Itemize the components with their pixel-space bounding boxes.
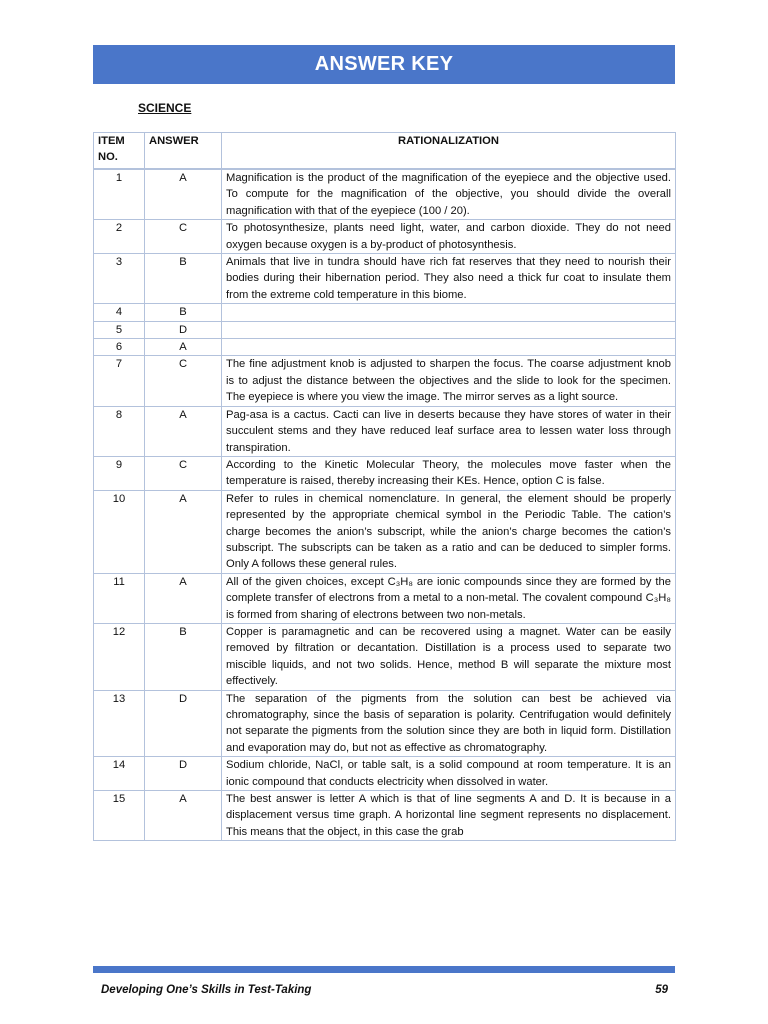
answer-letter: D (145, 690, 222, 757)
rationalization-text: All of the given choices, except C₃H₈ are ionic compounds since they are formed by the complete transfer of electrons from a metal to a non-metal. The covalent compound C₃H₈ is formed from sharing of electrons between two non-metals. (222, 573, 676, 623)
table-row (94, 690, 676, 757)
rationalization-text: Sodium chloride, NaCl, or table salt, is a solid compound at room temperature. It is an ionic compound that conducts electricity when dissolved in water. (222, 757, 676, 791)
item-number: 5 (94, 321, 145, 338)
item-number: 15 (94, 791, 145, 841)
item-number: 6 (94, 339, 145, 356)
table-row (94, 406, 676, 456)
answer-letter: A (145, 406, 222, 456)
item-number: 11 (94, 573, 145, 623)
item-number: 9 (94, 456, 145, 490)
answer-letter: A (145, 490, 222, 573)
rationalization-text: Copper is paramagnetic and can be recovered using a magnet. Water can be easily removed by filtration or decantation. Distillation is a process used to separate two miscible liquids, and not two solids. Hence, method B will separate the mixture most effectively. (222, 623, 676, 690)
answer-letter: C (145, 356, 222, 406)
answer-letter: C (145, 456, 222, 490)
answer-letter: A (145, 339, 222, 356)
item-number: 13 (94, 690, 145, 757)
item-number: 12 (94, 623, 145, 690)
page-number: 59 (655, 984, 668, 996)
answer-letter: A (145, 791, 222, 841)
column-header-rationalization: RATIONALIZATION (222, 133, 676, 170)
item-number: 4 (94, 304, 145, 321)
rationalization-text (222, 304, 676, 321)
page-title: ANSWER KEY (314, 53, 454, 75)
rationalization-text (222, 321, 676, 338)
table-row (94, 456, 676, 490)
item-number: 1 (94, 169, 145, 220)
table-row (94, 169, 676, 220)
footer-rule (93, 966, 675, 973)
answer-letter: B (145, 623, 222, 690)
table-row (94, 356, 676, 406)
item-number: 10 (94, 490, 145, 573)
table-row (94, 254, 676, 304)
rationalization-text: To photosynthesize, plants need light, water, and carbon dioxide. They do not need oxygen because oxygen is a by-product of photosynthesis. (222, 220, 676, 254)
table-row (94, 791, 676, 841)
footer-book-title: Developing One’s Skills in Test-Taking (101, 984, 312, 996)
answer-letter: C (145, 220, 222, 254)
table-header-row (94, 133, 676, 170)
rationalization-text: The fine adjustment knob is adjusted to sharpen the focus. The coarse adjustment knob is to adjust the distance between the objectives and the slide to look for the specimen. The eyepiece is where you view the image. The mirror serves as a light source. (222, 356, 676, 406)
table-row (94, 339, 676, 356)
answer-key-table (93, 132, 676, 841)
rationalization-text: Animals that live in tundra should have rich fat reserves that they need to nourish their bodies during their hibernation period. They also need a thick fur coat to insulate them from the extreme cold temperature in this biome. (222, 254, 676, 304)
table-row (94, 321, 676, 338)
table-row (94, 304, 676, 321)
table-row (94, 757, 676, 791)
rationalization-text: According to the Kinetic Molecular Theory, the molecules move faster when the temperature is raised, thereby increasing their KEs. Hence, option C is false. (222, 456, 676, 490)
column-header-item: ITEM NO. (94, 133, 145, 170)
item-number: 2 (94, 220, 145, 254)
item-number: 7 (94, 356, 145, 406)
rationalization-text: Magnification is the product of the magnification of the eyepiece and the objective used. To compute for the magnification of the objective, you should divide the overall magnification with that of the eyepiece (100 / 20). (222, 169, 676, 220)
table-row (94, 220, 676, 254)
answer-letter: B (145, 254, 222, 304)
subject-heading: SCIENCE (138, 101, 192, 115)
item-number: 3 (94, 254, 145, 304)
item-number: 8 (94, 406, 145, 456)
answer-key-banner (93, 45, 675, 84)
column-header-answer: ANSWER (145, 133, 222, 170)
rationalization-text: The best answer is letter A which is that of line segments A and D. It is because in a displacement versus time graph. A horizontal line segment represents no displacement. This means that the object, in this case the grab (222, 791, 676, 841)
answer-letter: D (145, 321, 222, 338)
rationalization-text (222, 339, 676, 356)
rationalization-text: Refer to rules in chemical nomenclature. In general, the element should be properly represented by the appropriate chemical symbol in the Periodic Table. The cation’s charge becomes the anion’s subscript, while the anion’s charge becomes the cation’s subscript. The subscripts can be taken as a ratio and can be deduced to simpler forms. Only A follows these general rules. (222, 490, 676, 573)
table-row (94, 623, 676, 690)
table-row (94, 573, 676, 623)
answer-letter: B (145, 304, 222, 321)
answer-letter: A (145, 169, 222, 220)
answer-letter: D (145, 757, 222, 791)
table-row (94, 490, 676, 573)
rationalization-text: The separation of the pigments from the solution can best be achieved via chromatography, since the basis of separation is polarity. Centrifugation would definitely not separate the pigments from the solution since they are both in liquid form. Distillation and evaporation may do, but not as effective as chromatography. (222, 690, 676, 757)
item-number: 14 (94, 757, 145, 791)
rationalization-text: Pag-asa is a cactus. Cacti can live in deserts because they have stores of water in their succulent stems and they have reduced leaf surface area to lessen water loss through transpiration. (222, 406, 676, 456)
answer-letter: A (145, 573, 222, 623)
